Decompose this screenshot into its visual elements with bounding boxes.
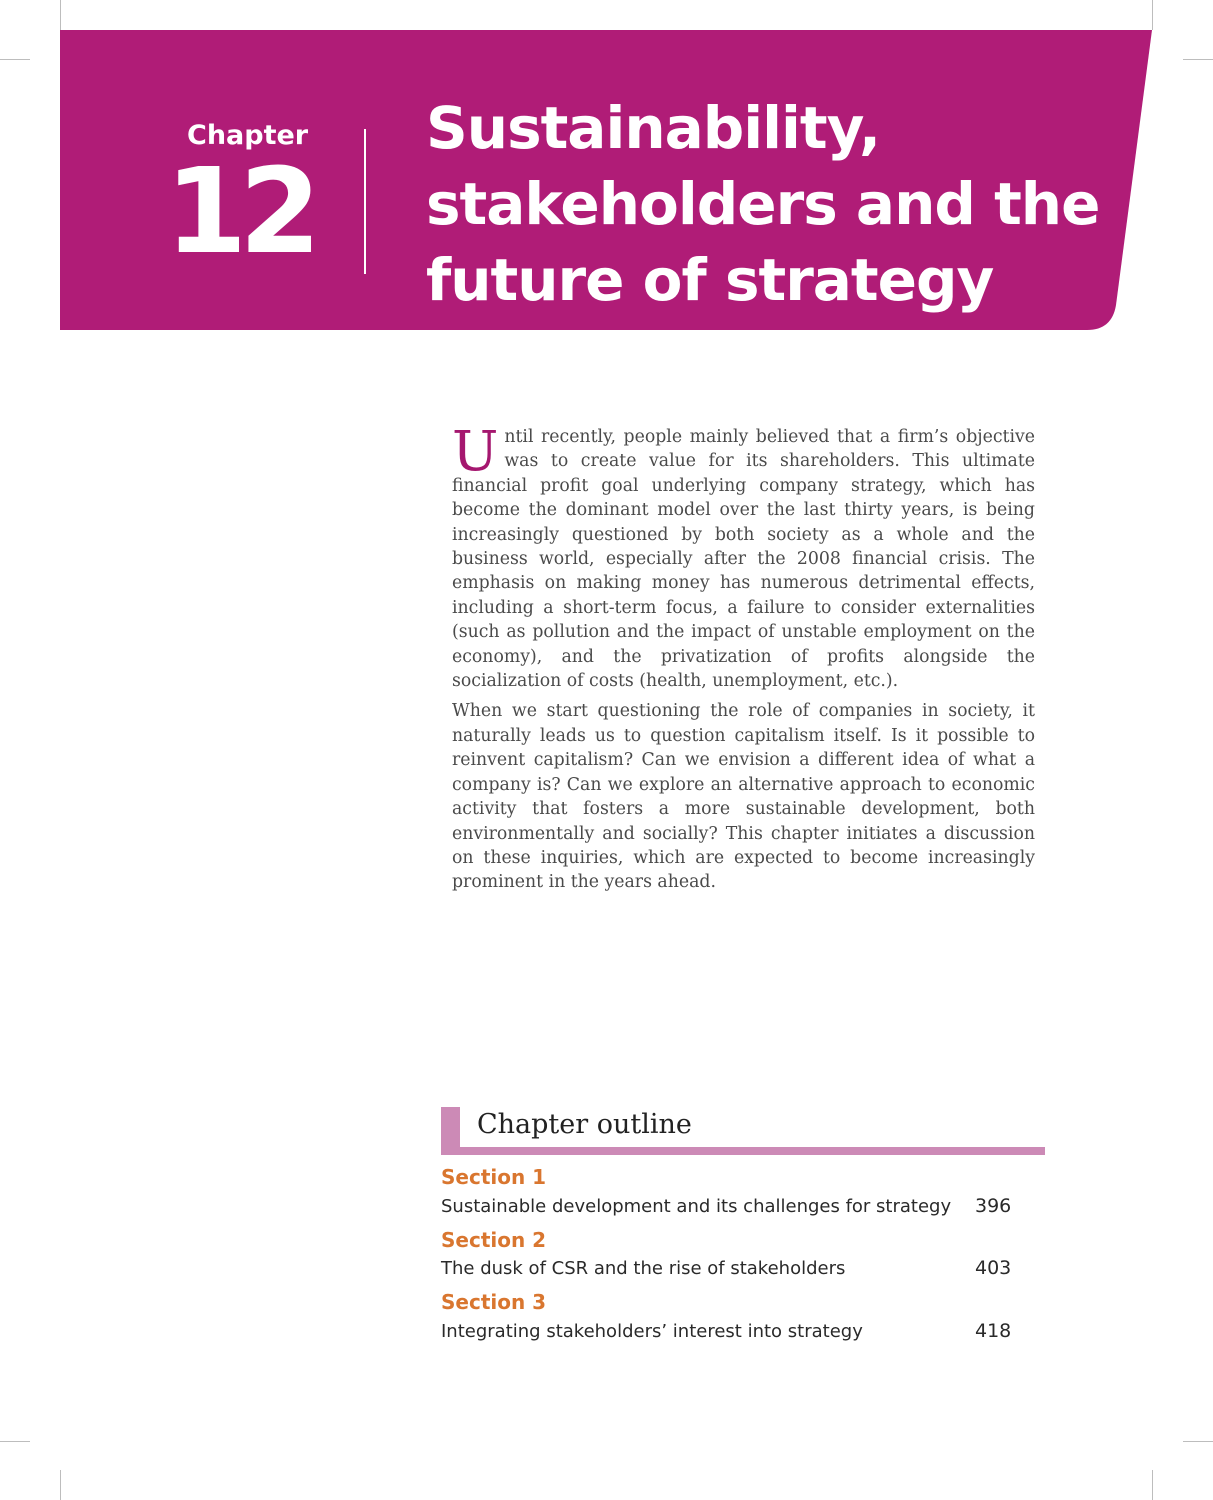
chapter-outline-header (441, 1107, 1045, 1155)
section-title: Sustainable development and its challenges for strategy (441, 1196, 952, 1217)
chapter-title (426, 90, 1126, 318)
intro-paragraph-text: ntil recently, people mainly believed that a firm’s objective was to create value for its shareholders. This ultimate financial profit goal underlying company strategy, which has become the dominant model over the last thirty years, is being increasingly questioned by both society as a whole and the business world, especially after the 2008 financial crisis. The emphasis on making money has numerous detrimental effects, including a short-term focus, a failure to consider externalities (such as pollution and the impact of unstable employment on the economy), and the privatization of profits alongside the socialization of costs (health, unemployment, etc.). (452, 427, 1035, 692)
section-page-number: 396 (975, 1195, 1012, 1217)
outline-title: Chapter outline (477, 1109, 692, 1140)
section-label: Section 1 (441, 1165, 547, 1189)
crop-mark (60, 1470, 61, 1500)
chapter-divider (364, 129, 366, 274)
section-title: The dusk of CSR and the rise of stakeholders (441, 1258, 846, 1279)
section-page-number: 418 (975, 1320, 1012, 1342)
section-label: Section 3 (441, 1290, 547, 1314)
chapter-title-line: future of strategy (426, 246, 994, 314)
section-label: Section 2 (441, 1228, 547, 1252)
drop-cap: U (452, 419, 499, 483)
chapter-label: Chapter (187, 120, 309, 151)
outline-underline (441, 1147, 1045, 1155)
crop-mark (0, 1441, 30, 1442)
intro-paragraph: When we start questioning the role of companies in society, it naturally leads us to question capitalism itself. Is it possible to reinvent capitalism? Can we envision a different idea of what a company is? Can we explore an alternative approach to economic activity that fosters a more sustainable development, both environmentally and socially? This chapter initiates a discussion on these inquiries, which are expected to become increasingly prominent in the years ahead. (452, 701, 1035, 893)
chapter-number: 12 (165, 142, 314, 280)
chapter-introduction (452, 419, 1035, 901)
chapter-title-line: stakeholders and the (426, 170, 1100, 238)
crop-mark (1152, 1470, 1153, 1500)
section-page-number: 403 (975, 1257, 1012, 1279)
crop-mark (1183, 1441, 1213, 1442)
intro-paragraph (452, 419, 1035, 693)
section-title: Integrating stakeholders’ interest into strategy (441, 1321, 863, 1342)
chapter-title-line: Sustainability, (426, 94, 880, 162)
